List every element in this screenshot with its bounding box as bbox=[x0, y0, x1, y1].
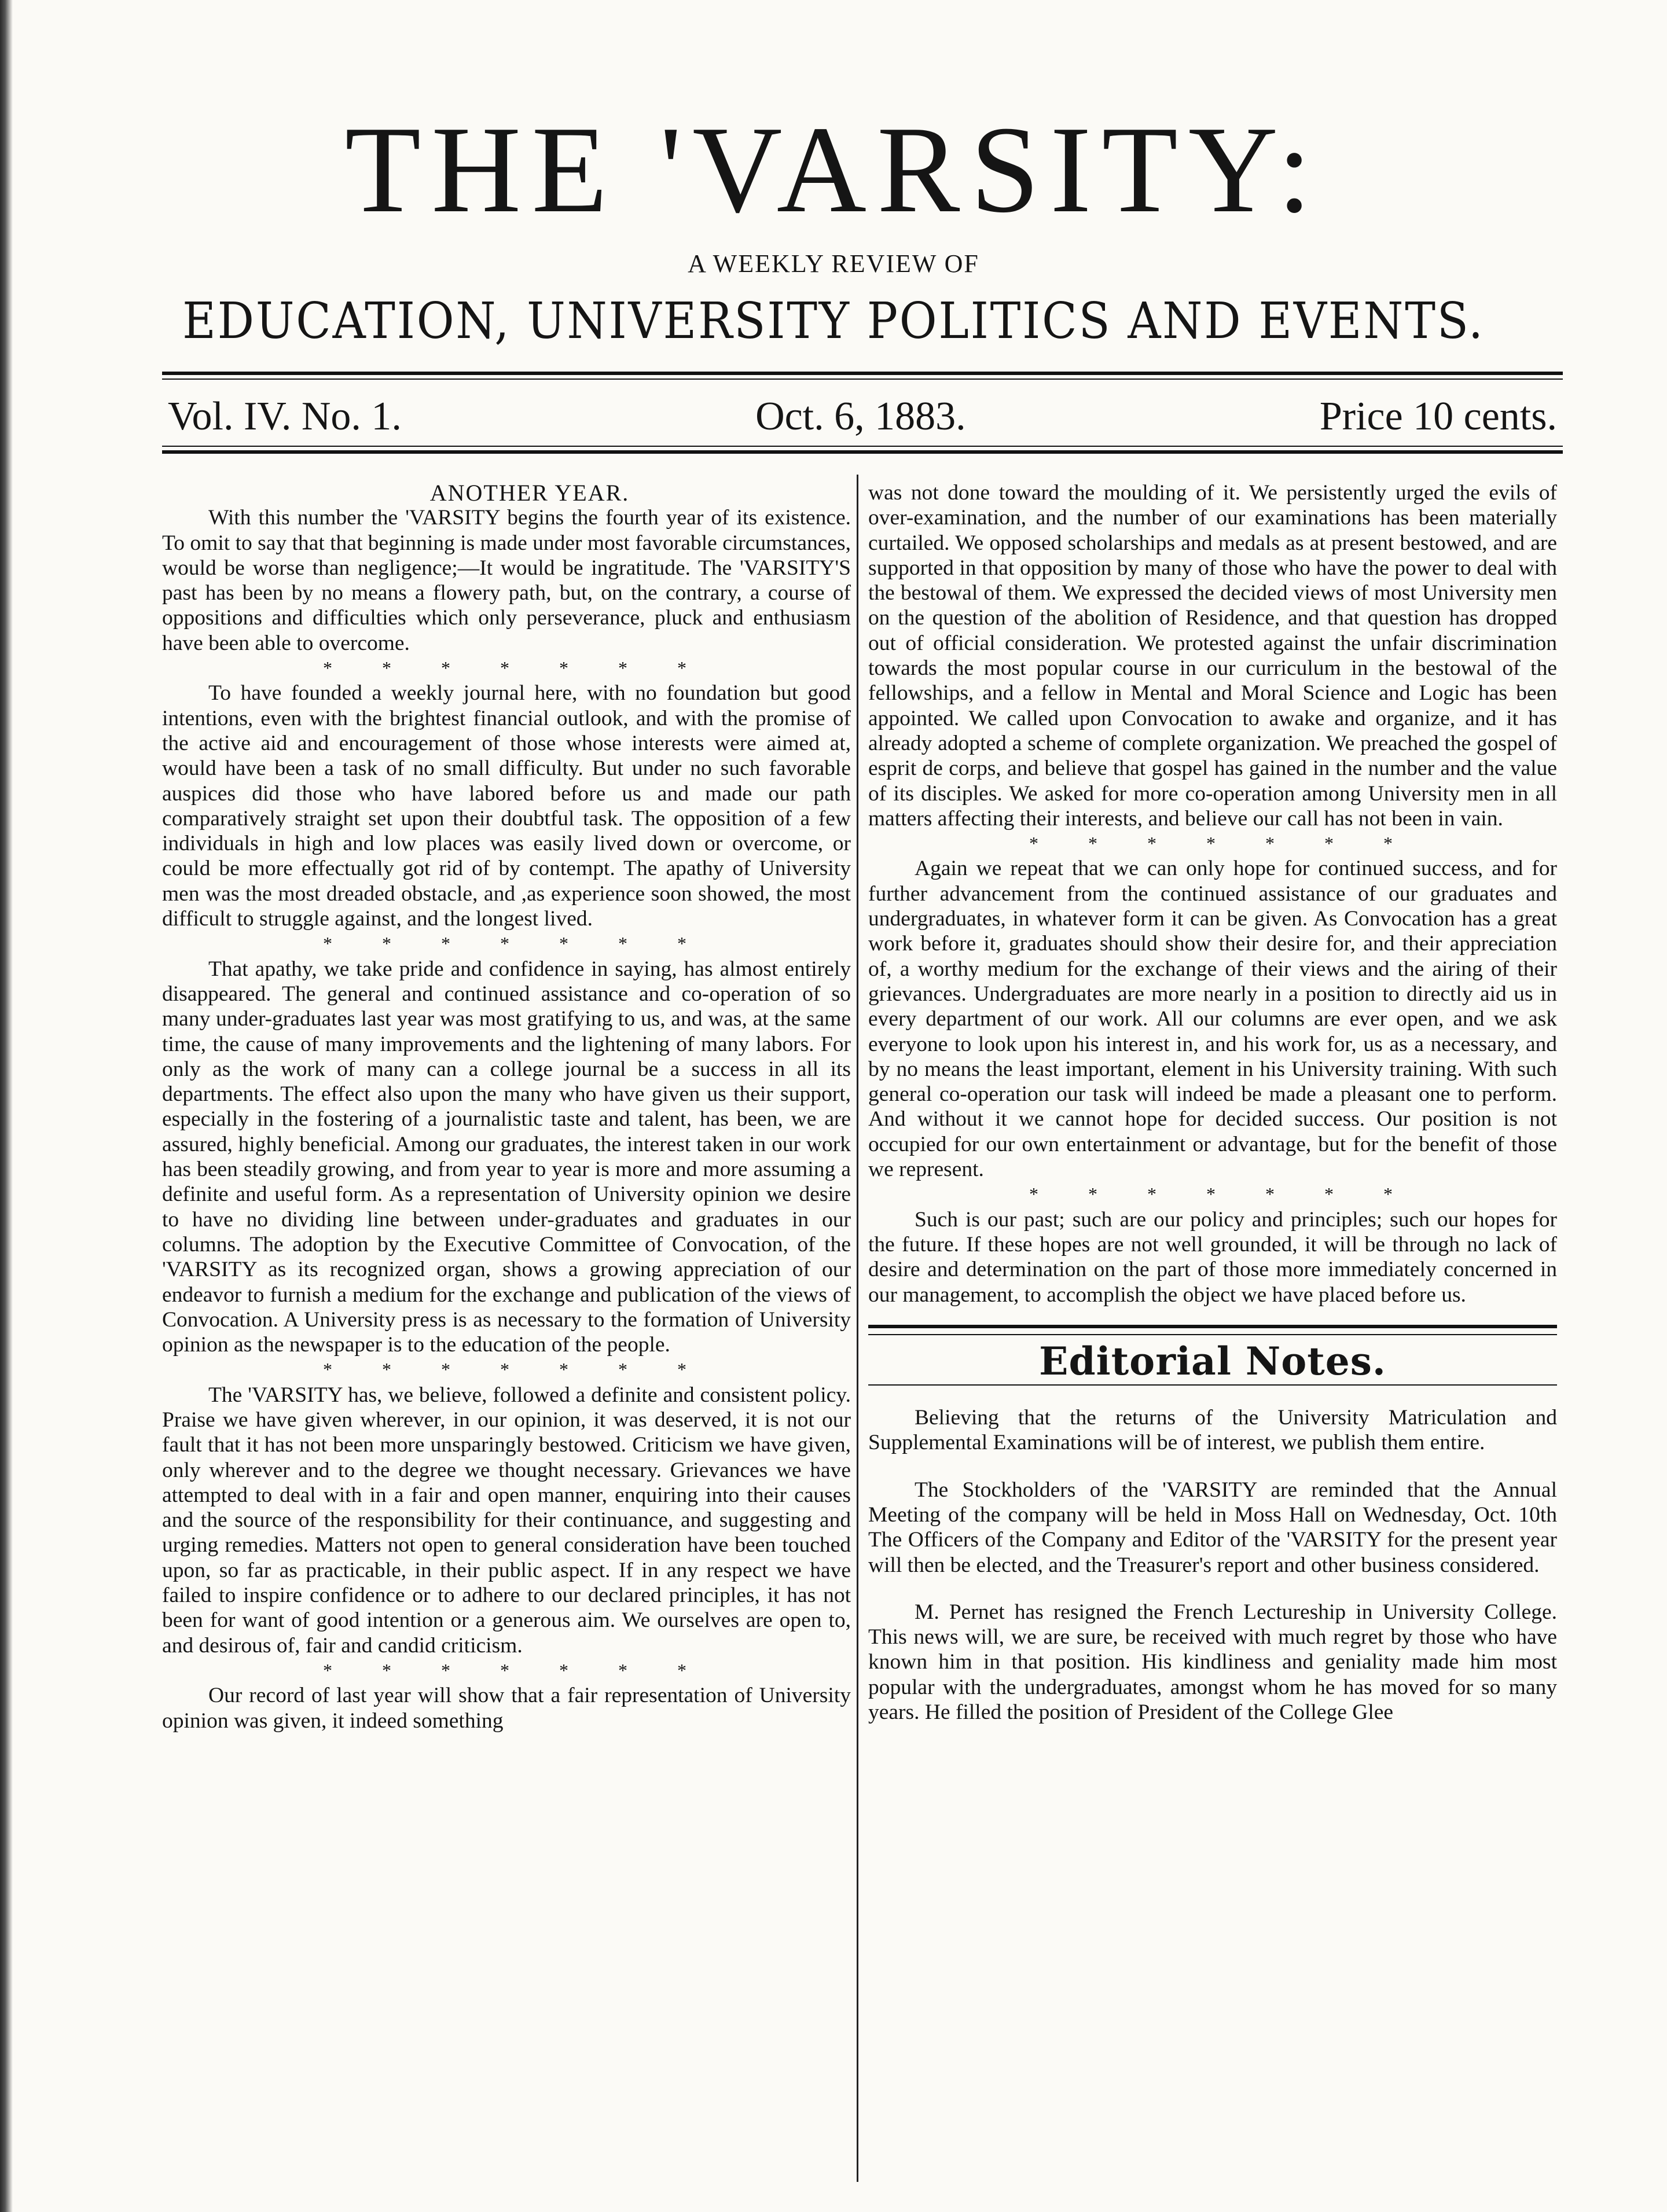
issue-rule-thick bbox=[162, 450, 1563, 454]
editorial-rule-bottom bbox=[868, 1384, 1557, 1386]
masthead-subtitle: A WEEKLY REVIEW OF bbox=[688, 249, 979, 278]
editorial-note: The Stockholders of the 'VARSITY are reminded that the Annual Meeting of the company will be held in Moss Hall on Wednesday, Oct. 10th The Officers of the Company and Editor of the 'VARSITY for the present year will then be elected, and the Treasurer's report and other business considered. bbox=[868, 1478, 1557, 1577]
right-column bbox=[868, 480, 1557, 2188]
article-paragraph: Such is our past; such are our policy and principles; such our hopes for the future. If these hopes are not well grounded, it will be through no lack of desire and determination on the part of those more immediately concerned in our management, to accomplish the object we have placed before us. bbox=[868, 1207, 1557, 1307]
editorial-note: M. Pernet has resigned the French Lectureship in University College. This news will, we are sure, be received with much regret by those who have known him in that position. His kindliness and geniality made him most popular with the undergraduates, amongst whom he has moved for so many years. He filled the position of President of the College Glee bbox=[868, 1600, 1557, 1725]
column-divider bbox=[857, 475, 858, 2182]
article-paragraph: With this number the 'VARSITY begins the fourth year of its existence. To omit to say that that beginning is made under most favorable circumstances, would be worse than negligence;—It would be ingratitude. The 'VARSITY'S past has been by no means a flowery path, but, on the contrary, a course of oppositions and difficulties which only perseverance, pluck and enthusiasm have been able to overcome. bbox=[162, 506, 851, 655]
article-paragraph: Our record of last year will show that a fair representation of University opinion was given, it indeed something bbox=[162, 1684, 851, 1733]
issue-date: Oct. 6, 1883. bbox=[755, 394, 966, 439]
section-stars: ******* bbox=[1029, 833, 1442, 854]
left-column bbox=[162, 480, 851, 2188]
section-stars: ******* bbox=[1029, 1184, 1442, 1205]
page-binding-edge bbox=[0, 0, 13, 2212]
issue-volume: Vol. IV. No. 1. bbox=[168, 394, 402, 439]
editorial-rule-top bbox=[868, 1325, 1557, 1335]
editorial-notes-title: Editorial Notes. bbox=[1039, 1338, 1386, 1384]
article-paragraph: Again we repeat that we can only hope for continued success, and for further advancement from the continued assistance of our graduates and undergraduates, in whatever form it can be given. As Convocation has a great work before it, graduates should show their desire for, and their appreciation of, a worthy medium for the exchange of their views and the airing of their grievances. Undergraduates are more nearly in a position to directly aid us in every department of our work. All our columns are ever open, and we ask everyone to look upon his interest in, and his work for, us as a necessary, and by no means the least important, element in his University training. With such general co-operation our task will indeed be made a pleasant one to perform. And without it we cannot hope for decided success. Our position is not occupied for our own entertainment or advantage, but for the benefit of those we represent. bbox=[868, 857, 1557, 1182]
section-stars: ******* bbox=[323, 933, 736, 954]
issue-price: Price 10 cents. bbox=[1319, 394, 1557, 439]
section-stars: ******* bbox=[323, 657, 736, 679]
masthead-rule-thick bbox=[162, 372, 1563, 375]
note-spacer bbox=[868, 1456, 1557, 1478]
issue-rule-thin bbox=[162, 446, 1563, 447]
editorial-note: Believing that the returns of the University Matriculation and Supplemental Examinations will be of interest, we publish them entire. bbox=[868, 1406, 1557, 1455]
masthead-title: THE 'VARSITY: bbox=[344, 100, 1323, 238]
issue-info bbox=[168, 394, 1557, 446]
section-stars: ******* bbox=[323, 1659, 736, 1681]
article-heading: ANOTHER YEAR. bbox=[429, 480, 630, 506]
note-spacer bbox=[868, 1578, 1557, 1600]
article-paragraph: The 'VARSITY has, we believe, followed a definite and consistent policy. Praise we have given wherever, in our opinion, it was deserved, it is not our fault that it has not been more unsparingly bestowed. Criticism we have given, only wherever and to the degree we thought necessary. Grievances we have attempted to deal with in a fair and open manner, enquiring into their causes and the source of the responsibility for their continuance, and suggesting and urging remedies. Matters not open to general consideration have been touched upon, so far as practicable, in their public aspect. If in any respect we have failed to inspire confidence or to adhere to our declared principles, it has not been for want of good intention or a generous aim. We ourselves are open to, and desirous of, fair and candid criticism. bbox=[162, 1383, 851, 1658]
section-stars: ******* bbox=[323, 1359, 736, 1380]
article-paragraph: That apathy, we take pride and confidence in saying, has almost entirely disappeared. The general and continued assistance and co-operation of so many under-graduates last year was most gratifying to us, and was, at the same time, the cause of many improvements and the lightening of many labors. For only as the work of many can a college journal be a success in all its departments. The effect also upon the many who have given us their support, especially in the fostering of a journalistic taste and talent, has been, we are assured, highly beneficial. Among our graduates, the interest taken in our work has been steadily growing, and from year to year is more and more assuming a definite and useful form. As a representation of University opinion we desire to have no dividing line between under-graduates and graduates in our columns. The adoption by the Executive Committee of Convocation, of the 'VARSITY as its recognized organ, shows a growing appreciation of our endeavor to furnish a medium for the exchange and publication of the views of Convocation. A University press is as necessary to the formation of University opinion as the newspaper is to the education of the people. bbox=[162, 957, 851, 1357]
article-paragraph: To have founded a weekly journal here, with no foundation but good intentions, even with the brightest financial outlook, and with the promise of the active aid and encouragement of those whose interests were aimed at, would have been a task of no small difficulty. But under no such favorable auspices did those who have labored before us and made our path comparatively straight set upon their doubtful task. The opposition of a few individuals in high and low places was easily lived down or overcome, or could be more effectually got rid of by contempt. The apathy of University men was the most dreaded obstacle, and ,as experience soon showed, the most difficult to struggle against, and the longest lived. bbox=[162, 681, 851, 931]
masthead-rule-thin bbox=[162, 379, 1563, 380]
article-paragraph-continued: was not done toward the moulding of it. We persistently urged the evils of over-examination, and the number of our examinations has been materially curtailed. We opposed scholarships and medals as at present bestowed, and are supported in that opposition by many of those who have the power to deal with the bestowal of them. We expressed the decided views of most University men on the question of the abolition of Residence, and that question has dropped out of official consideration. We protested against the unfair discrimination towards the most popular course in our curriculum in the bestowal of the fellowships, and a fellow in Mental and Moral Science and Logic has been appointed. We called upon Convocation to awake and organize, and it has already adopted a scheme of complete organization. We preached the gospel of esprit de corps, and believe that gospel has gained in the number and the value of its disciples. We asked for more co-operation among University men in all matters affecting their interests, and believe our call has not been in vain. bbox=[868, 481, 1557, 831]
masthead-tagline: EDUCATION, UNIVERSITY POLITICS AND EVENTS. bbox=[182, 292, 1485, 350]
